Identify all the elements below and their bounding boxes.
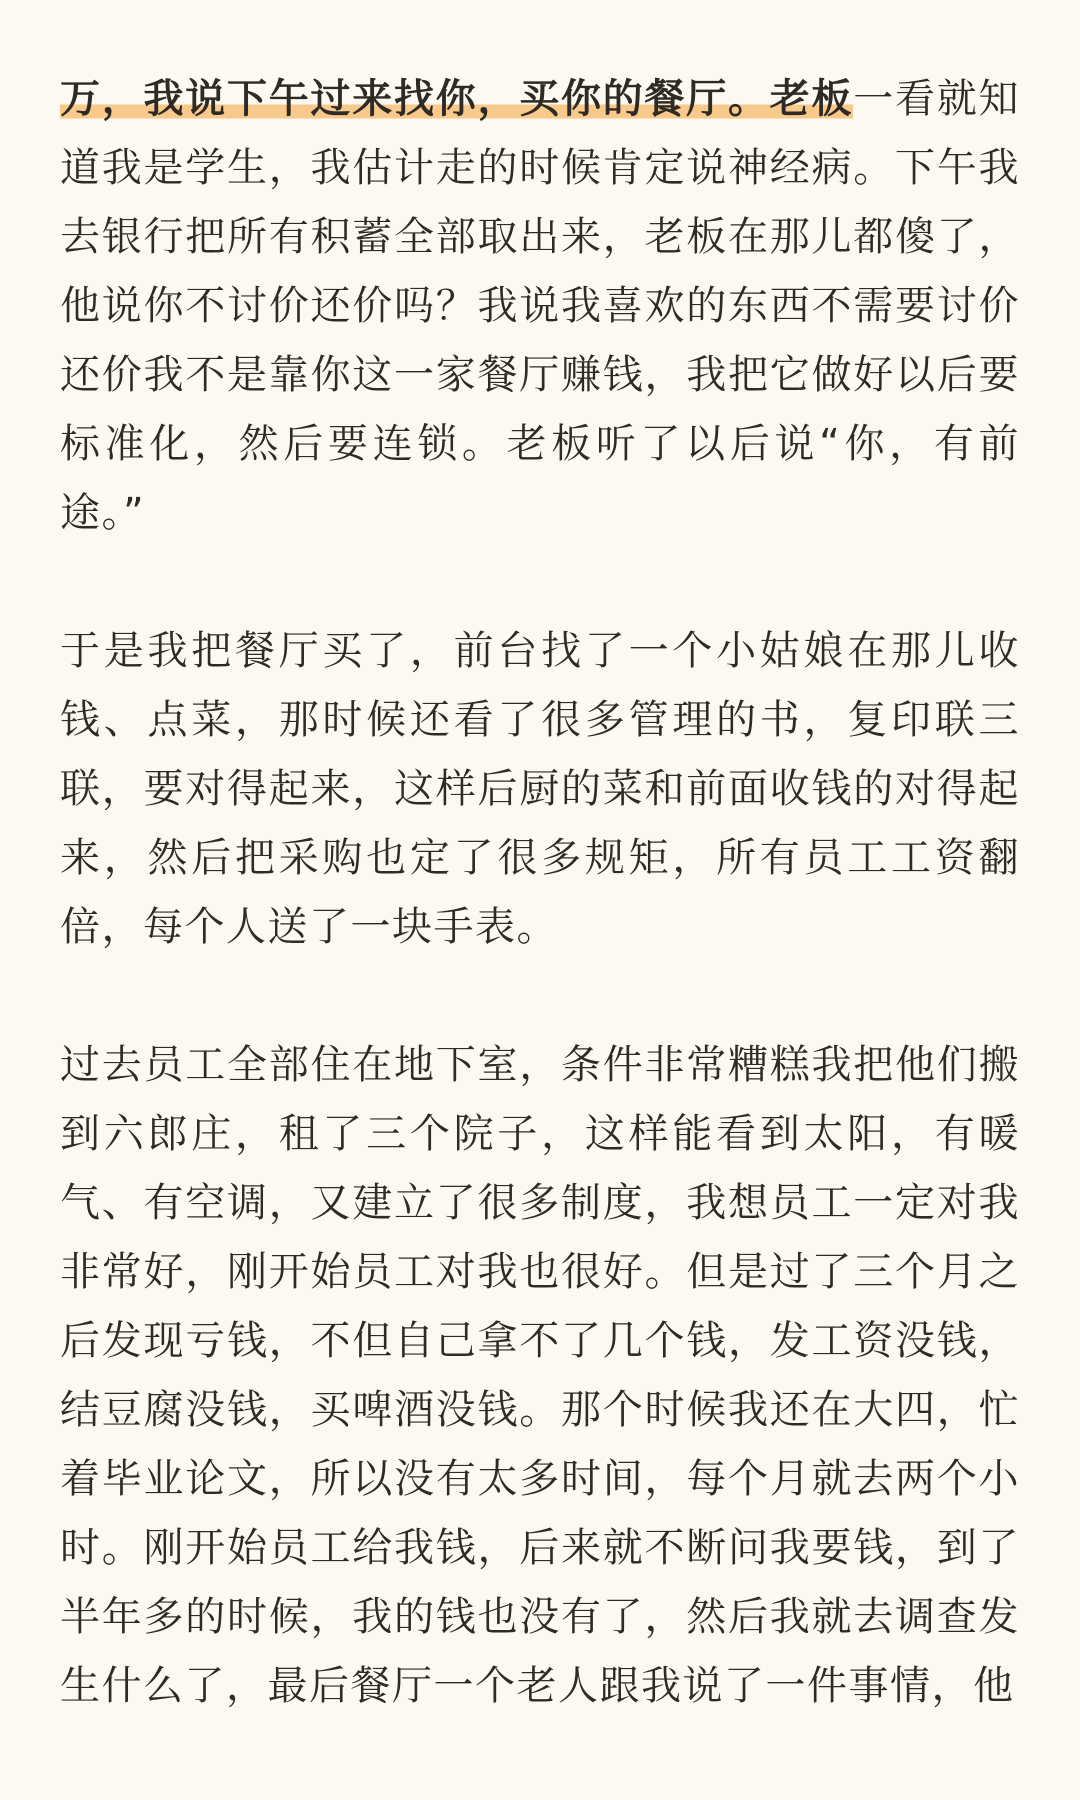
paragraph-3: 过去员工全部住在地下室，条件非常糟糕我把他们搬到六郎庄，租了三个院子，这样能看到太阳，有暖气、有空调，又建立了很多制度，我想员工一定对我非常好，刚开始员工对我也很好。但是过了三个月之后发现亏钱，不但自己拿不了几个钱，发工资没钱，结豆腐没钱，买啤酒没钱。那个时候我还在大四，忙着毕业论文，所以没有太多时间，每个月就去两个小时。刚开始员工给我钱，后来就不断问我要钱，到了半年多的时候，我的钱也没有了，然后我就去调查发生什么了，最后餐厅一个老人跟我说了一件事情，他: [60, 1042, 1020, 1709]
highlighted-text: 万，我说下午过来找你，买你的餐厅。老板: [60, 76, 854, 122]
paragraph-1: [60, 65, 1020, 548]
paragraph-1-text: 一看就知道我是学生，我估计走的时候肯定说神经病。下午我去银行把所有积蓄全部取出来，老板在那儿都傻了，他说你不讨价还价吗？我说我喜欢的东西不需要讨价还价我不是靠你这一家餐厅赚钱，我把它做好以后要标准化，然后要连锁。老板听了以后说“你，有前途。”: [60, 76, 1020, 536]
paragraph-2: 于是我把餐厅买了，前台找了一个小姑娘在那儿收钱、点菜，那时候还看了很多管理的书，复印联三联，要对得起来，这样后厨的菜和前面收钱的对得起来，然后把采购也定了很多规矩，所有员工工资翻倍，每个人送了一块手表。: [60, 628, 1020, 950]
